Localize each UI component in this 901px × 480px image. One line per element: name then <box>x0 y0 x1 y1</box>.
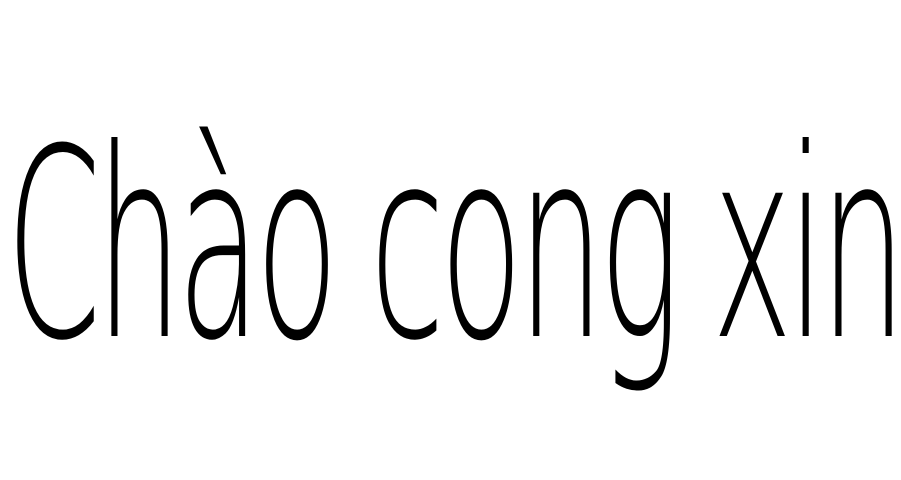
word-cong: cong <box>369 93 676 398</box>
greeting-text <box>6 93 901 398</box>
word-chao: Chào <box>6 93 334 398</box>
word-xin: xin <box>711 93 901 398</box>
